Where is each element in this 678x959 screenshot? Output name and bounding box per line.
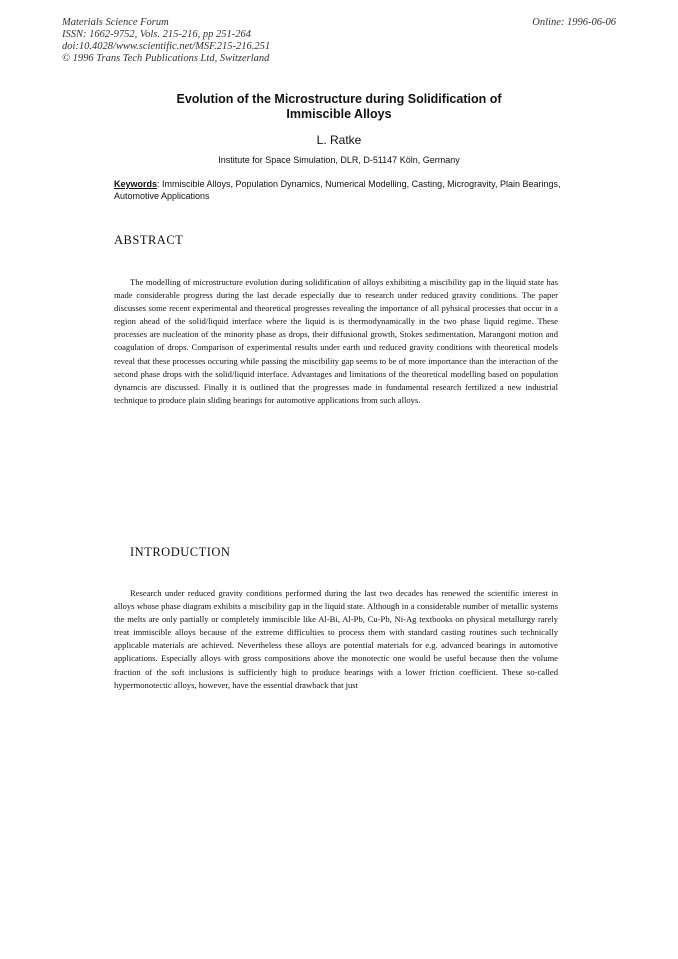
title-line-2: Immiscible Alloys <box>286 107 392 121</box>
author: L. Ratke <box>316 133 362 147</box>
keywords-list: : Immiscible Alloys, Population Dynamics, Numerical Modelling, Casting, Microgravity, Plain Bearings, Automotive Applications <box>114 179 561 201</box>
copyright-line: © 1996 Trans Tech Publications Ltd, Switzerland <box>62 53 270 64</box>
title-line-1: Evolution of the Microstructure during Solidification of <box>176 92 502 106</box>
introduction-heading: INTRODUCTION <box>130 545 231 559</box>
journal-name: Materials Science Forum <box>62 17 169 28</box>
doi-line: doi:10.4028/www.scientific.net/MSF.215-216.251 <box>62 41 271 52</box>
keywords-label: Keywords <box>114 179 158 189</box>
keywords <box>114 178 562 202</box>
abstract-heading: ABSTRACT <box>114 233 184 247</box>
online-date: Online: 1996-06-06 <box>532 17 616 28</box>
abstract-text: The modelling of microstructure evolution during solidification of alloys exhibiting a miscibility gap in the liquid state has made considerable progress during the last decade especially due to research under reduced gravity conditions. The paper discusses some recent experimental and theoretical progresses revealing the importance of all pyhsical processes that occur in a region ahead of the solid/liquid interface where the liquid is is thermodynamically in the two phase liquid regime. These processes are nucleation of the minority phase as drops, their diffusional growth, Stokes sedimentation, Marangoni motion and coagulation of drops. Comparison of experimental results under earth und reduced gravity conditions with theoretical models reveal that these processes occuring while passing the miscibility gap seems to be of more importance than the interaction of the second phase drops with the solid/liquid interface. Advantages and limitations of the theoretical modelling based on population dynamcis are discussed. Finally it is outlined that the progresses made in fundamental research fertilized a new industrial technique to produce plain sliding bearings for automotive applications from such alloys. <box>114 277 558 405</box>
affiliation: Institute for Space Simulation, DLR, D-51147 Köln, Germany <box>218 155 460 165</box>
paper-title <box>100 92 578 122</box>
issn-line: ISSN: 1662-9752, Vols. 215-216, pp 251-264 <box>62 29 251 40</box>
journal-meta <box>62 17 270 65</box>
introduction-text: Research under reduced gravity conditions performed during the last two decades has renewed the scientific interest in alloys whose phase diagram exhibits a miscibility gap in the liquid state. Although in a considerable number of metallic systems the melts are only partially or completely immiscible like Al-Bi, Al-Pb, Cu-Pb, Ni-Ag textbooks on physical metallurgy rarely treat immiscible alloys because of the extreme difficulties to process them with standard casting routines such technically applicable materials are achieved. Nevertheless these alloys are potential materials for e.g. advanced bearings in automotive applications. Especially alloys with gross compositions above the monotectic one would be useful because then the volume fraction of the soft inclusions is sufficiently high to produce bearings with a lower friction coefficient. These so-called hypermonotectic alloys, however, have the essential drawback that just <box>114 588 558 690</box>
